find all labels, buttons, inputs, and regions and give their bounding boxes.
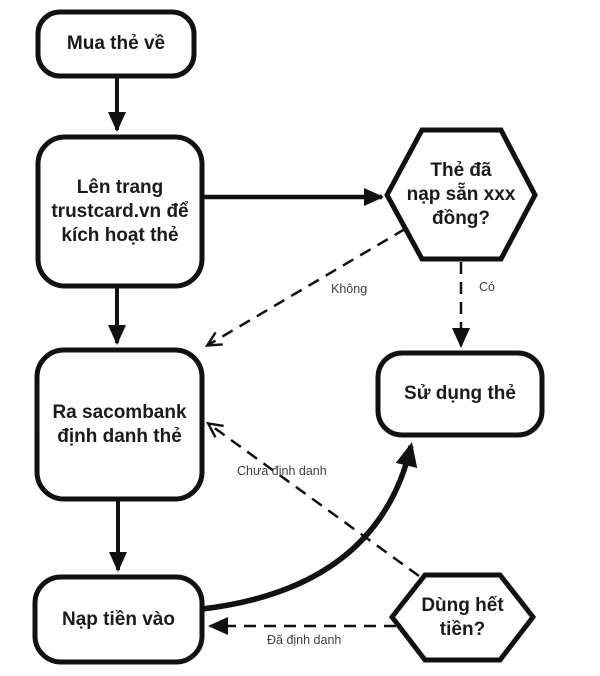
node-preloaded-question-shape bbox=[387, 130, 535, 259]
edge-label-not-identified: Chưa định danh bbox=[237, 464, 327, 478]
edge-outofmoney-notidentified-to-identify bbox=[209, 424, 419, 576]
node-buy-card-shape bbox=[38, 12, 194, 76]
node-out-of-money-question-label: Dùng hết tiền? bbox=[421, 594, 504, 640]
node-preloaded-question-label: Thẻ đã nạp sẵn xxx đồng? bbox=[406, 159, 516, 229]
node-top-up-label: Nạp tiền vào bbox=[62, 608, 175, 630]
node-buy-card-label: Mua thẻ về bbox=[66, 33, 166, 54]
edge-label-identified: Đã định danh bbox=[267, 633, 342, 647]
node-activate-card-label: Lên trang trustcard.vn để kích hoạt thẻ bbox=[51, 176, 189, 246]
edge-preloaded-no-to-identify bbox=[208, 229, 405, 345]
edge-label-no: Không bbox=[331, 282, 368, 296]
edge-topup-to-use-curve bbox=[202, 446, 411, 609]
node-identify-card-label: Ra sacombank định danh thẻ bbox=[52, 401, 187, 447]
node-use-card-label: Sử dụng thẻ bbox=[404, 383, 516, 404]
node-out-of-money-question-shape bbox=[392, 575, 533, 660]
node-use-card-shape bbox=[378, 353, 542, 435]
node-identify-card-shape bbox=[37, 350, 202, 499]
edge-label-yes: Có bbox=[479, 280, 495, 294]
node-activate-card-shape bbox=[38, 137, 202, 286]
node-top-up-shape bbox=[35, 577, 202, 662]
